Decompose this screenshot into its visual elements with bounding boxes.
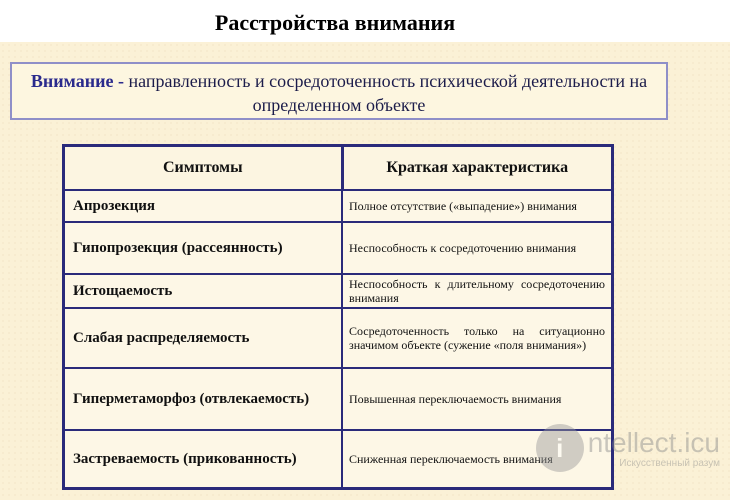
symptom-cell: Застреваемость (прикованность) xyxy=(64,430,343,488)
symptoms-table-wrap xyxy=(62,144,614,490)
watermark-text xyxy=(588,428,720,469)
watermark-name: ntellect.icu xyxy=(587,426,720,458)
symptom-cell: Слабая распределяемость xyxy=(64,308,343,368)
symptom-cell: Истощаемость xyxy=(64,274,343,308)
definition-term: Внимание xyxy=(30,71,114,91)
description-cell: Неспособность к длительному сосредоточению внимания xyxy=(342,274,613,308)
header-symptoms: Симптомы xyxy=(64,146,343,191)
symptoms-table xyxy=(62,144,614,490)
table-header-row xyxy=(64,146,613,191)
table-row xyxy=(64,430,613,488)
description-cell: Полное отсутствие («выпадение») внимания xyxy=(342,190,613,222)
table-row xyxy=(64,274,613,308)
intellect-logo-icon: i xyxy=(536,424,584,472)
description-cell: Сосредоточенность только на ситуационно значимом объекте (сужение «поля внимания») xyxy=(342,308,613,368)
watermark-subtitle: Искусственный разум xyxy=(619,457,720,469)
description-cell: Сниженная переключаемость внимания xyxy=(342,430,613,488)
header-description: Краткая характеристика xyxy=(342,146,613,191)
slide xyxy=(0,42,730,500)
table-row xyxy=(64,190,613,222)
table-row xyxy=(64,308,613,368)
symptom-cell: Апрозекция xyxy=(64,190,343,222)
table-row xyxy=(64,222,613,274)
symptom-cell: Гиперметаморфоз (отвлекаемость) xyxy=(64,368,343,430)
watermark xyxy=(536,424,720,472)
table-row xyxy=(64,368,613,430)
definition-text: направленность и сосредоточенность психической деятельности на определенном объекте xyxy=(128,71,648,115)
definition-dash: - xyxy=(117,71,124,91)
symptom-cell: Гипопрозекция (рассеянность) xyxy=(64,222,343,274)
page-title: Расстройства внимания xyxy=(214,10,456,35)
definition-box xyxy=(10,62,668,120)
description-cell: Неспособность к сосредоточению внимания xyxy=(342,222,613,274)
description-cell: Повышенная переключаемость внимания xyxy=(342,368,613,430)
